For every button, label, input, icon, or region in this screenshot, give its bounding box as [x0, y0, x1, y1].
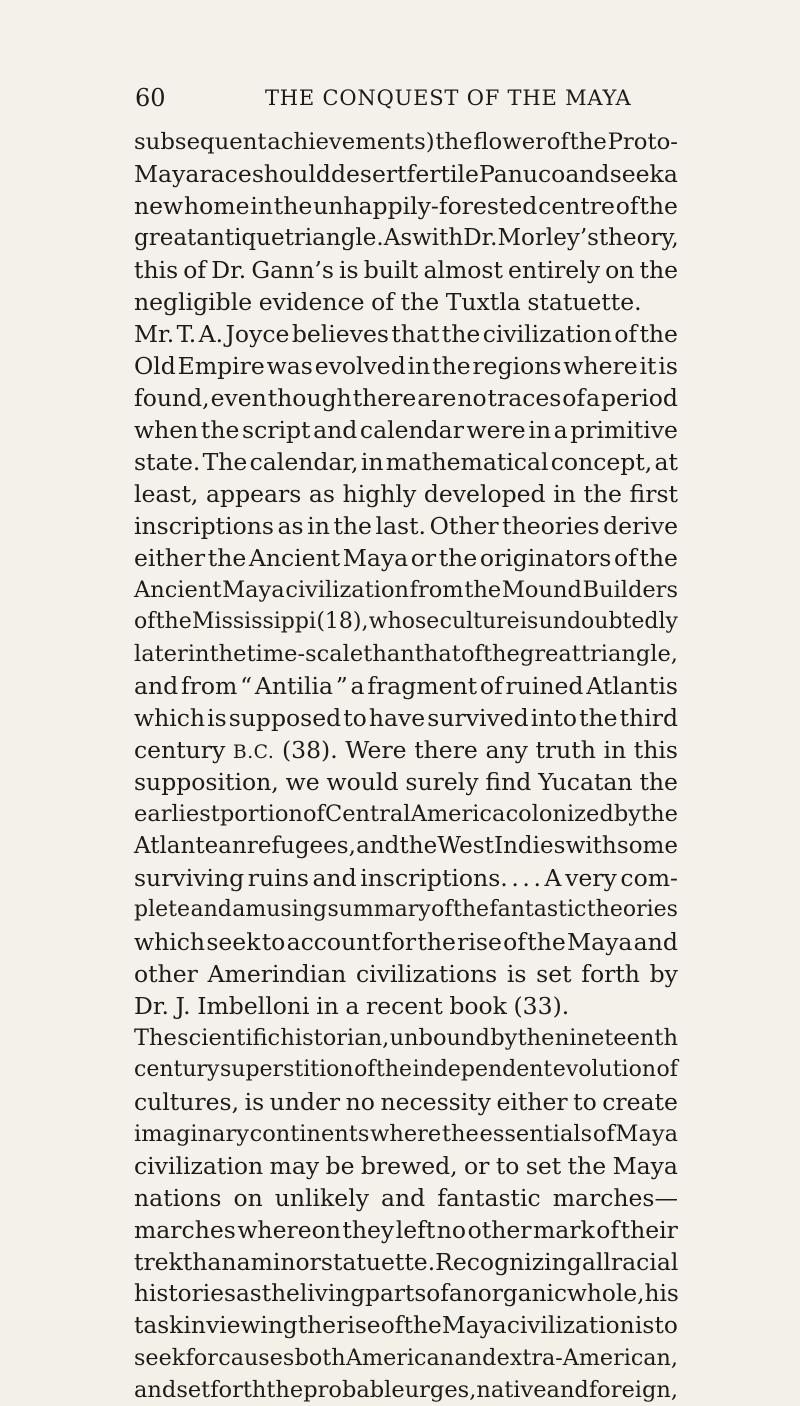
text-line: century superstition of the independent evolution of [134, 1057, 678, 1082]
text-line: Ancient Maya civilization from the Mound Builders [134, 577, 678, 603]
text-line: seek for causes both American and extra-American, [134, 1345, 678, 1371]
text-line: Maya race should desert fertile Panuco and seek a [134, 160, 678, 188]
text-line: histories as the living parts of an organic whole, his [134, 1280, 679, 1307]
text-line: later in the time-scale than that of the great triangle, [134, 641, 678, 667]
text-line: cultures, is under no necessity either to create [134, 1088, 678, 1116]
text-line: this of Dr. Gann’s is built almost entirely on the [134, 256, 678, 284]
text-line: either the Ancient Maya or the originators of the [134, 544, 678, 572]
text-line: and from “ Antilia ” a fragment of ruined Atlantis [134, 672, 678, 700]
text-line: Old Empire was evolved in the regions where it is [134, 352, 678, 380]
text-line: subsequent achievements) the flower of the Proto- [134, 129, 678, 155]
text-line: surviving ruins and inscriptions. . . . A very com- [134, 864, 678, 892]
text-line: least, appears as highly developed in the first [134, 480, 678, 508]
text-line: Atlantean refugees, and the West Indies with some [134, 833, 678, 859]
text-line: and set forth the probable urges, native and foreign, [134, 1377, 679, 1403]
text-line: new home in the unhappily-forested centre of the [134, 192, 678, 220]
text-line: supposition, we would surely find Yucatan the [134, 768, 678, 796]
text-line: negligible evidence of the Tuxtla statuette. [134, 288, 642, 316]
text-line: which seek to account for the rise of the Maya and [134, 928, 678, 956]
text-line: civilization may be brewed, or to set the Maya [134, 1152, 678, 1180]
text-line: found, even though there are no traces of a period [134, 384, 678, 412]
text-line: inscriptions as in the last. Other theories derive [134, 512, 678, 540]
text-line: nations on unlikely and fantastic marches— [134, 1184, 678, 1212]
body-text [134, 126, 678, 1406]
page-number: 60 [135, 84, 166, 112]
running-title: THE CONQUEST OF THE MAYA [265, 86, 632, 110]
text-line: earliest portion of Central America colonized by the [134, 801, 678, 827]
text-line: task in viewing the rise of the Maya civilization is to [134, 1312, 678, 1339]
text-line: marches whereon they left no other mark of their [134, 1216, 678, 1244]
text-line: Mr. T. A. Joyce believes that the civilization of the [134, 320, 678, 348]
text-line: of the Mississippi (18), whose culture is undoubtedly [134, 609, 678, 634]
text-line: plete and amusing summary of the fantastic theories [134, 897, 678, 922]
text-line: trek than a minor statuette. Recognizing all racial [134, 1248, 679, 1276]
page-header [135, 82, 675, 114]
text-line: The scientific historian, unbound by the nineteenth [134, 1025, 678, 1051]
text-line: Dr. J. Imbelloni in a recent book (33). [134, 992, 570, 1020]
text-line: state. The calendar, in mathematical concept, at [134, 448, 678, 476]
text-line: great antique triangle. As with Dr. Morley’s theory, [134, 225, 679, 251]
text-line: century B.C. (38). Were there any truth in this [134, 736, 678, 764]
text-line: imaginary continents where the essentials of Maya [134, 1121, 678, 1147]
text-line: which is supposed to have survived into the third [134, 704, 678, 732]
text-line: when the script and calendar were in a primitive [134, 416, 678, 444]
text-line: other Amerindian civilizations is set forth by [134, 960, 678, 988]
